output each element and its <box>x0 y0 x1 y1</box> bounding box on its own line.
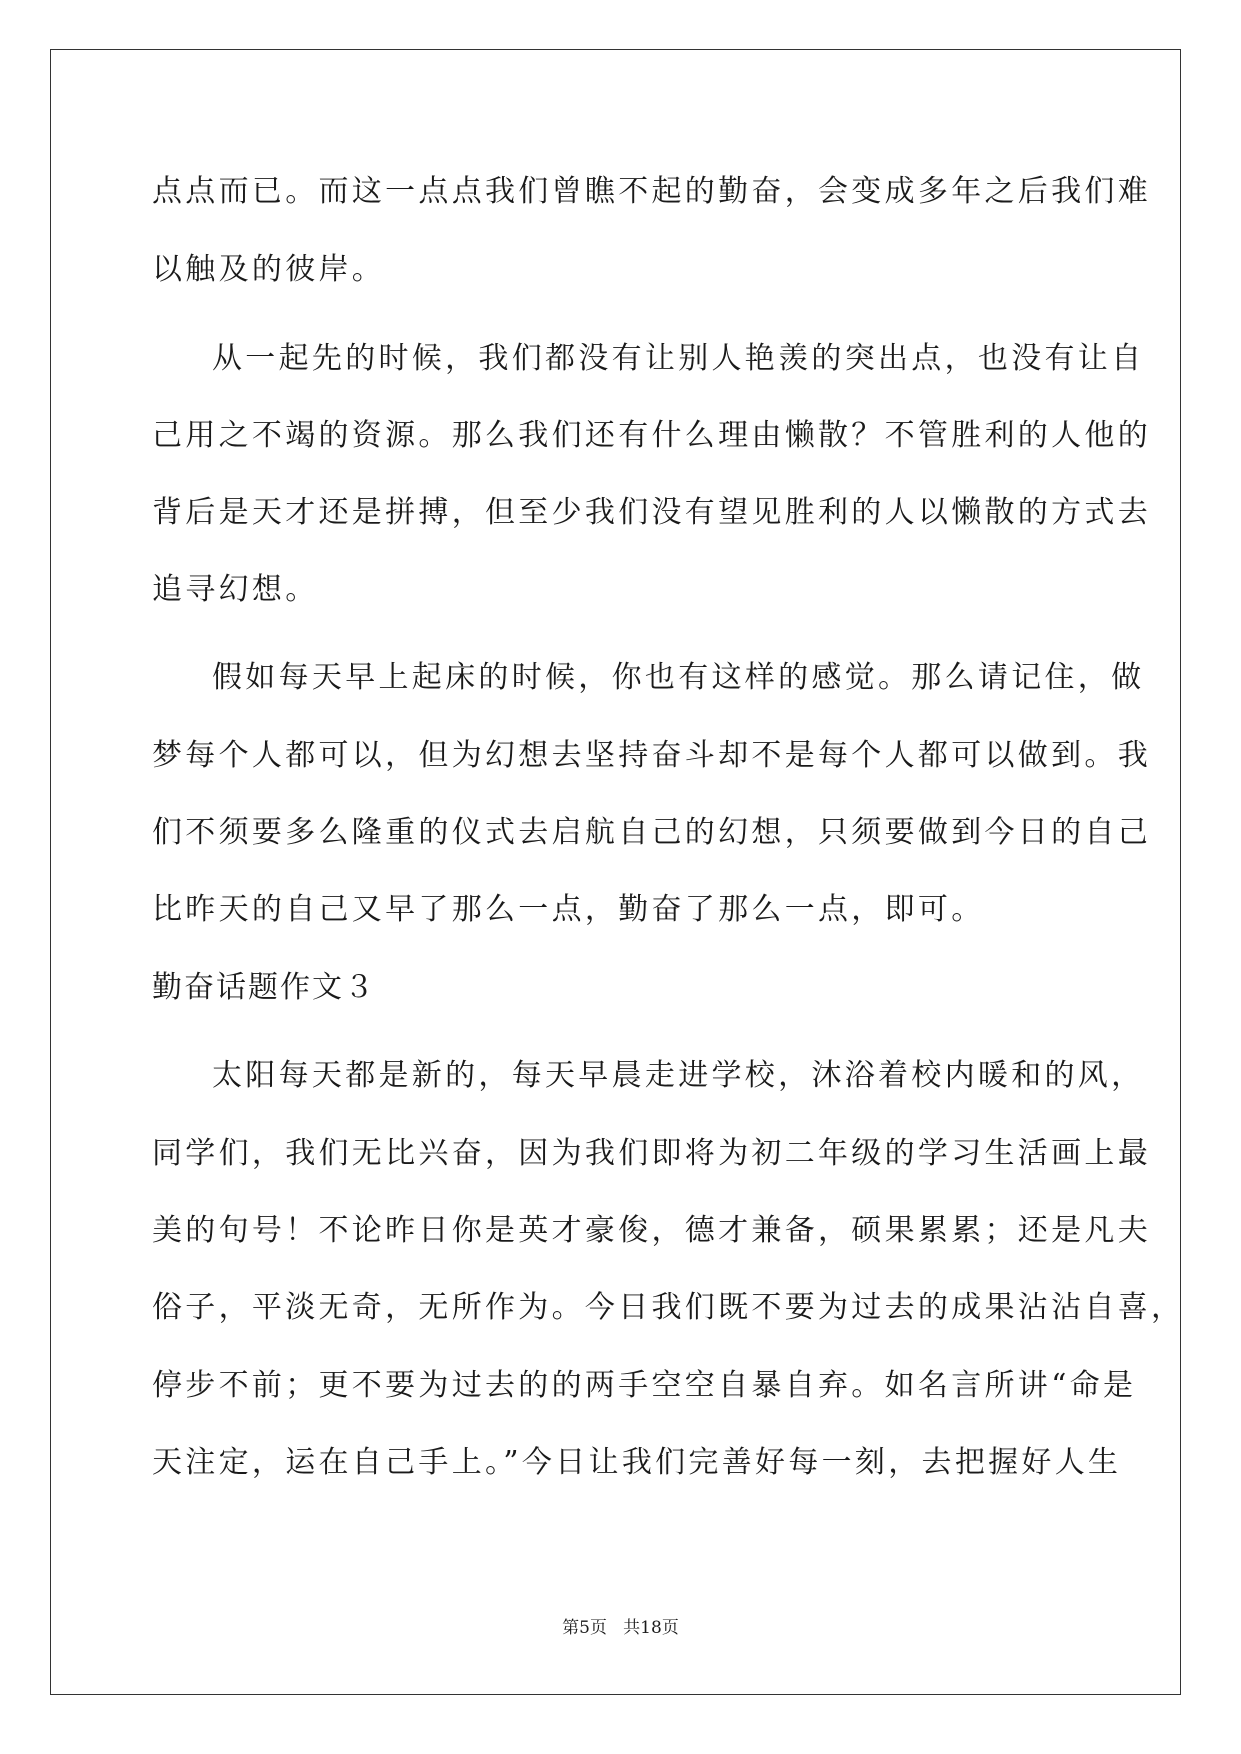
text-line: 梦每个人都可以，但为幻想去坚持奋斗却不是每个人都可以做到。我 <box>152 738 1151 773</box>
paragraph-start-line: 从一起先的时候，我们都没有让别人艳羡的突出点，也没有让自 <box>212 341 1145 376</box>
text-line: 追寻幻想。 <box>152 572 319 607</box>
text-line: 背后是天才还是拼搏，但至少我们没有望见胜利的人以懒散的方式去 <box>152 495 1151 530</box>
text-line: 们不须要多么隆重的仪式去启航自己的幻想，只须要做到今日的自己 <box>152 815 1151 850</box>
text-line: 俗子，平淡无奇，无所作为。今日我们既不要为过去的成果沾沾自喜， <box>152 1290 1185 1325</box>
text-line: 以触及的彼岸。 <box>152 252 386 287</box>
paragraph-start-line: 假如每天早上起床的时候，你也有这样的感觉。那么请记住，做 <box>212 660 1145 695</box>
page-number-footer: 第5页 共18页 <box>562 1618 679 1638</box>
text-line: 同学们，我们无比兴奋，因为我们即将为初二年级的学习生活画上最 <box>152 1136 1151 1171</box>
text-line: 停步不前；更不要为过去的的两手空空自暴自弃。如名言所讲“命是 <box>152 1368 1137 1403</box>
paragraph-start-line: 太阳每天都是新的，每天早晨走进学校，沐浴着校内暖和的风， <box>212 1058 1145 1093</box>
section-heading: 勤奋话题作文３ <box>152 970 376 1005</box>
text-line: 己用之不竭的资源。那么我们还有什么理由懒散？不管胜利的人他的 <box>152 418 1151 453</box>
text-line: 比昨天的自己又早了那么一点，勤奋了那么一点，即可。 <box>152 892 985 927</box>
text-line: 点点而已。而这一点点我们曾瞧不起的勤奋，会变成多年之后我们难 <box>152 174 1151 209</box>
text-line: 美的句号！不论昨日你是英才豪俊，德才兼备，硕果累累；还是凡夫 <box>152 1213 1151 1248</box>
text-line: 天注定，运在自己手上。”今日让我们完善好每一刻，去把握好人生 <box>152 1445 1122 1480</box>
